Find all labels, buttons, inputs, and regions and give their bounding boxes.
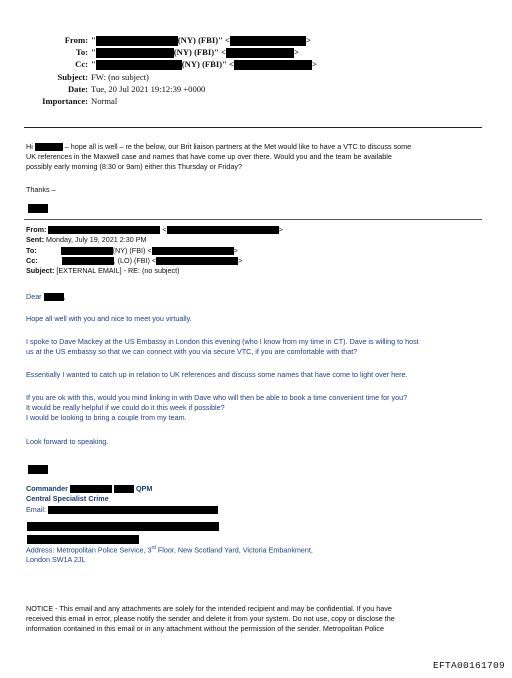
header-importance-label: Importance: (42, 96, 88, 106)
redaction-block (96, 48, 174, 58)
redaction-block (152, 247, 234, 255)
header-importance-row (0, 96, 117, 107)
message2-dear-row: Dear , (26, 292, 66, 301)
notice-l2: received this email in error, please notify the sender and delete it from your system. Do not use, copy or disclose the (26, 614, 395, 623)
header-subject-label: Subject: (57, 72, 88, 82)
header-cc-label: Cc: (75, 59, 88, 69)
notice-l3: information contained in this email or in any attachment without the permission of the sender. Metropolitan Police (26, 624, 384, 633)
message2-p4-l1: If you are ok with this, would you mind linking in with Dave who will then be able to book a time convenient time for you? (26, 393, 408, 402)
redaction-block (35, 143, 63, 151)
quoted-to-tag: (NY) (FBI) < (112, 246, 152, 255)
message2-p4-l3: I would be looking to bring a couple from my team. (26, 413, 187, 422)
signature-postnominal: QPM (135, 484, 153, 493)
header-from-tag: (NY) (FBI)" (177, 35, 223, 45)
redaction-block (230, 36, 306, 46)
message1-greeting: Hi (26, 142, 33, 151)
redaction-block (167, 226, 279, 234)
redaction-block (234, 60, 312, 70)
redaction-block (62, 257, 114, 265)
redaction-block (28, 465, 48, 474)
message2-dear: Dear (26, 292, 42, 301)
header-cc-row: Cc: " (NY) (FBI)" < > (0, 59, 317, 70)
message1-signoff: Thanks – (26, 185, 56, 194)
header-to-row: To: " (NY) (FBI)" < > (0, 47, 299, 58)
quoted-subject-row (26, 266, 180, 276)
quoted-to-label: To: (26, 246, 37, 255)
redaction-block (156, 257, 238, 265)
redaction-block (48, 226, 160, 234)
signature-address-l1 (26, 544, 313, 555)
message2-p1: Hope all well with you and nice to meet you virtually. (26, 314, 192, 323)
redaction-block (61, 247, 113, 255)
redaction-block (226, 48, 294, 58)
quoted-divider (24, 219, 482, 220)
quoted-sent-value: Monday, July 19, 2021 2:30 PM (45, 235, 147, 244)
header-subject-row (0, 72, 149, 83)
redaction-block (27, 535, 139, 544)
signature-unit: Central Specialist Crime (26, 494, 109, 503)
quoted-cc-label: Cc: (26, 256, 38, 265)
header-date-value: Tue, 20 Jul 2021 19:12:39 +0000 (91, 84, 206, 94)
quoted-from-label: From: (26, 225, 47, 234)
signature-address-l2: London SW1A 2JL (26, 555, 86, 564)
signature-title-row (26, 484, 152, 494)
message1-line3: possibly early morning (8:30 or 9am) either this Thursday or Friday? (26, 162, 242, 171)
message2-p2-l2: us at the US embassy so that we can connect with you via secure VTC, if you are comfortable with that? (26, 347, 358, 356)
quoted-sent-row (26, 235, 147, 245)
quoted-cc-row: Cc: , (LO) (FBI) < > (26, 256, 243, 265)
redaction-block (28, 204, 48, 213)
message2-p3: Essentially I wanted to catch up in relation to UK references and discuss some names that have come to light over here. (26, 370, 408, 379)
header-divider (24, 127, 482, 128)
header-date-label: Date: (67, 84, 88, 94)
redaction-block (44, 293, 64, 301)
signoff-name (28, 199, 48, 217)
quoted-subject-value: [EXTERNAL EMAIL] - RE: (no subject) (56, 266, 180, 275)
header-cc-tag: (NY) (FBI)" (181, 59, 227, 69)
signature-title: Commander (26, 484, 68, 493)
message1-line1 (26, 142, 411, 152)
quoted-from-row: From: < > (26, 225, 283, 234)
document-id: EFTA00161709 (433, 660, 506, 671)
header-subject-value: FW: (no subject) (91, 72, 149, 82)
notice-l1: NOTICE - This email and any attachments are solely for the intended recipient and may be confidential. If you have (26, 604, 392, 613)
message2-p4-l2: It would be really helpful if we could do it this week if possible? (26, 403, 225, 412)
header-to-tag: (NY) (FBI)" (173, 47, 219, 57)
quoted-sent-label: Sent: (26, 235, 44, 244)
quoted-to-row: To: (NY) (FBI) < > (26, 246, 238, 255)
header-importance-value: Normal (91, 96, 118, 106)
signature-initial (28, 460, 48, 478)
signature-email-label: Email: (26, 505, 46, 514)
signature-address-pre: Address: Metropolitan Police Service, 3 (26, 545, 152, 555)
signature-address-sup: rd (151, 545, 156, 551)
signature-email-row (26, 505, 218, 515)
message1-line2: UK references in the Maxwell case and names that have come up over there. Would you and the team be available (26, 152, 392, 161)
message2-p5: Look forward to speaking. (26, 437, 109, 446)
redaction-block (114, 485, 134, 493)
message1-line1-text: – hope all is well – re the below, our Brit liaison partners at the Met would like to have a VTC to discuss some (64, 142, 412, 151)
header-from-row: From: " (NY) (FBI)" < > (0, 35, 311, 46)
quoted-subject-label: Subject: (26, 266, 55, 275)
message2-p2-l1: I spoke to Dave Mackey at the US Embassy in London this evening (who I know from my time in CT). Dave is willing to host (26, 337, 419, 346)
header-date-row (0, 84, 205, 95)
signature-address-post: Floor, New Scotland Yard, Victoria Embankment, (155, 545, 313, 555)
header-from-label: From: (64, 35, 88, 45)
redaction-block (70, 485, 112, 493)
redaction-block (96, 36, 178, 46)
redaction-block (96, 60, 182, 70)
redaction-block (48, 506, 218, 514)
header-to-label: To: (75, 47, 88, 57)
quoted-cc-tag: , (LO) (FBI) < (113, 256, 157, 265)
